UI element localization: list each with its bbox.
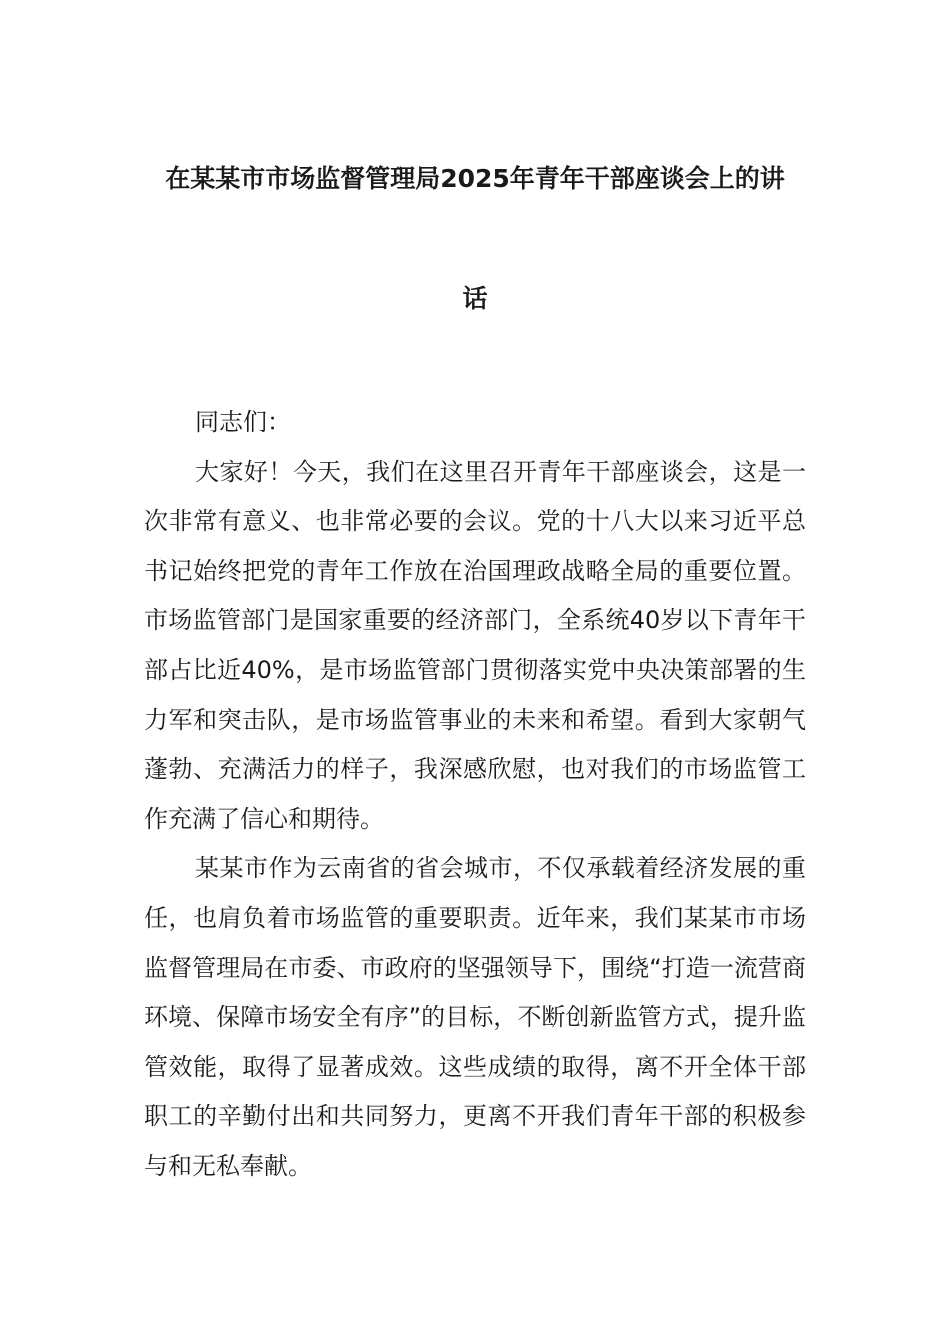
document-body	[144, 398, 806, 1192]
body-paragraph-1: 大家好！今天，我们在这里召开青年干部座谈会，这是一次非常有意义、也非常必要的会议。党的十八大以来习近平总书记始终把党的青年工作放在治国理政战略全局的重要位置。市场监管部门是国家重要的经济部门，全系统40岁以下青年干部占比近40%，是市场监管部门贯彻落实党中央决策部署的生力军和突击队，是市场监管事业的未来和希望。看到大家朝气蓬勃、充满活力的样子，我深感欣慰，也对我们的市场监管工作充满了信心和期待。	[144, 457, 806, 833]
document-title-line-1: 在某某市市场监督管理局2025年青年干部座谈会上的讲	[165, 164, 785, 193]
body-paragraph-2: 某某市作为云南省的省会城市，不仅承载着经济发展的重任，也肩负着市场监管的重要职责。近年来，我们某某市市场监督管理局在市委、市政府的坚强领导下，围绕“打造一流营商环境、保障市场安全有序”的目标，不断创新监管方式，提升监管效能，取得了显著成效。这些成绩的取得，离不开全体干部职工的辛勤付出和共同努力，更离不开我们青年干部的积极参与和无私奉献。	[144, 854, 806, 1180]
salutation-paragraph: 同志们：	[195, 408, 291, 436]
document-title-line-2: 话	[462, 284, 488, 313]
